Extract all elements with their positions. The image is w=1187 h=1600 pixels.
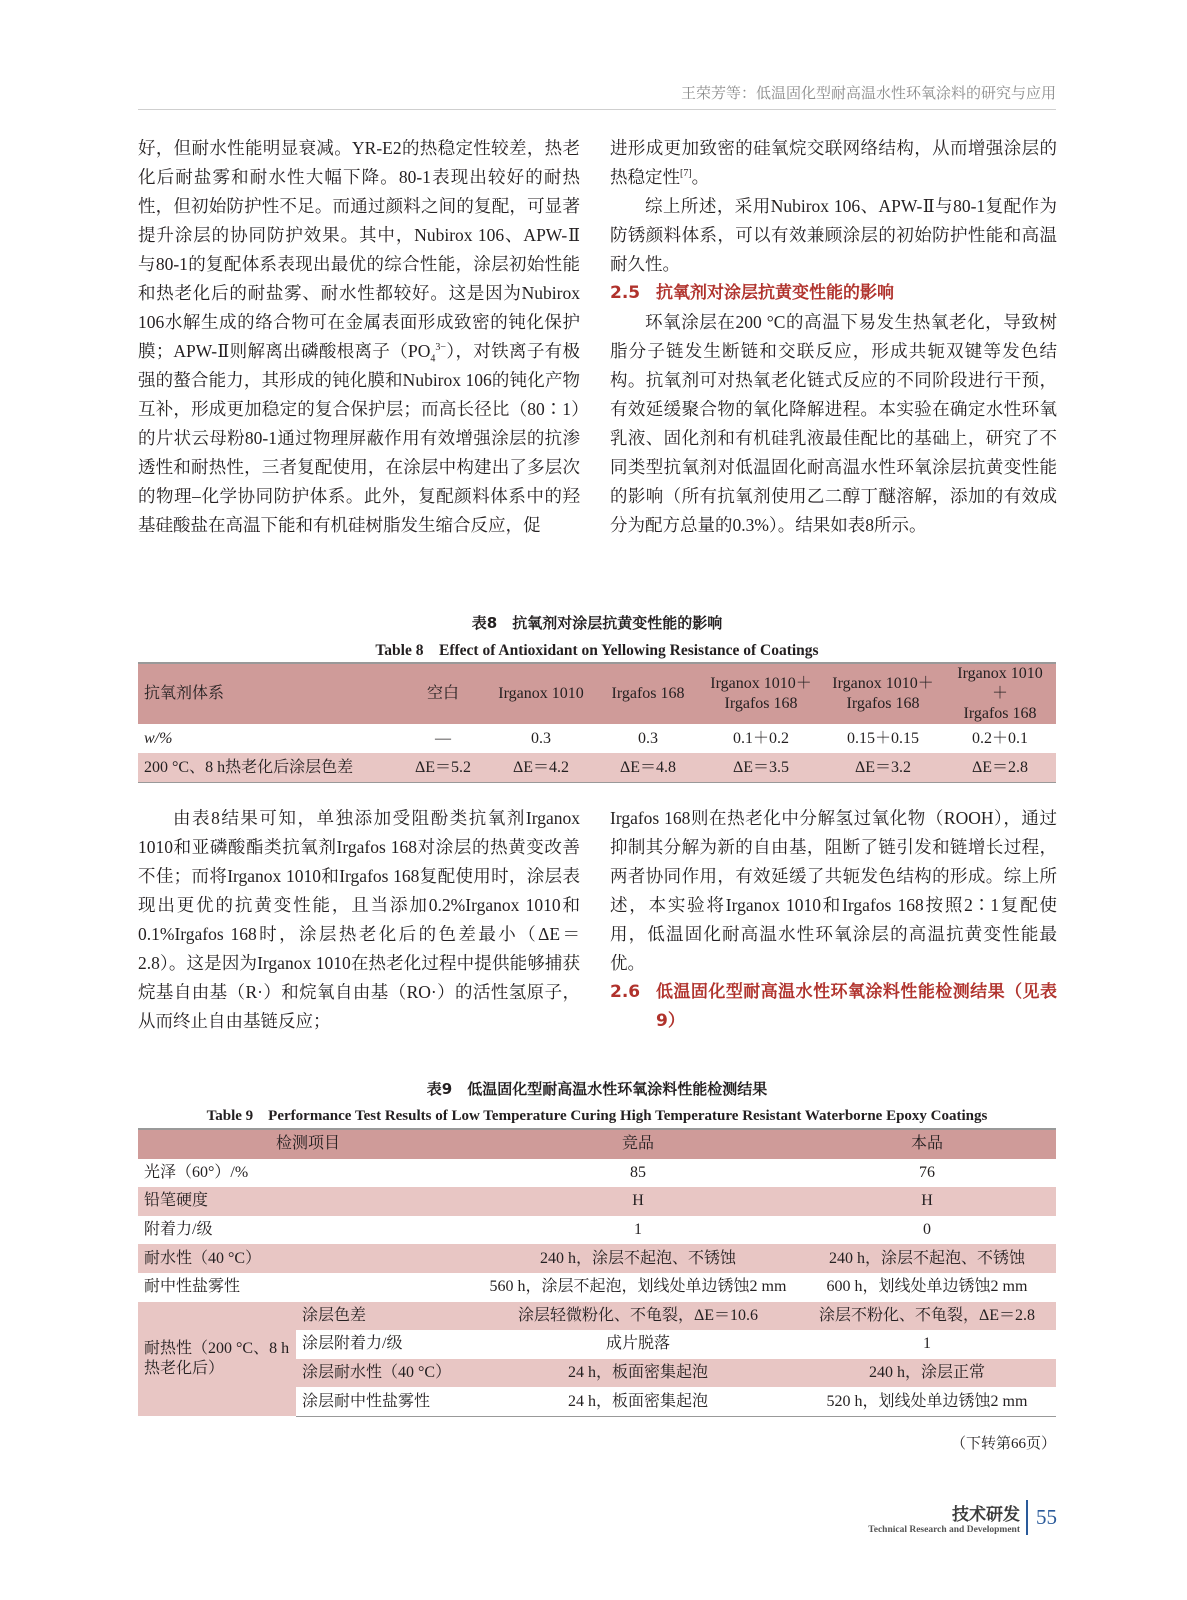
paragraph: 好，但耐水性能明显衰减。YR-E2的热稳定性较差，热老化后耐盐雾和耐水性大幅下降。80-1表现出较好的耐热性，但初始防护性不足。而通过颜料之间的复配，可显著提升涂层的协同防护效果。其中，Nubirox 106、APW-Ⅱ与80-1的复配体系表现出最优的综合性能，涂层初始性能和热老化后的耐盐雾、耐水性都较好。这是因为Nubirox 106水解生成的络合物可在金属表面形成致密的钝化保护膜；APW-Ⅱ则解离出磷酸根离子（PO xyxy=(138,138,580,361)
header-cell: 空白 xyxy=(426,685,459,702)
group-label-cell: 耐热性（200 °C、8 h热老化后） xyxy=(138,1302,296,1417)
running-head: 王荣芳等：低温固化型耐高温水性环氧涂料的研究与应用 xyxy=(138,82,1056,110)
right-column-1 xyxy=(610,134,1057,540)
right-column-2 xyxy=(610,804,1057,1036)
header-cell: Irganox 1010＋ Irgafos 168 xyxy=(957,665,1043,722)
table-cell: ΔE＝4.2 xyxy=(486,753,596,783)
table8 xyxy=(138,662,1056,783)
table-cell: 600 h，划线处单边锈蚀2 mm xyxy=(826,1278,1028,1296)
table-cell: w/% xyxy=(144,729,173,747)
table-cell: 1 xyxy=(634,1221,642,1239)
table-row xyxy=(138,1159,1056,1188)
table-cell: 560 h，涂层不起泡，划线处单边锈蚀2 mm xyxy=(489,1278,787,1296)
table-cell: 耐水性（40 °C） xyxy=(144,1249,262,1267)
table-cell: 铅笔硬度 xyxy=(144,1192,209,1210)
header-cell: 抗氧剂体系 xyxy=(144,685,225,702)
table-cell: 光泽（60°）/% xyxy=(144,1163,249,1181)
table-cell: 涂层色差 xyxy=(302,1306,367,1324)
table-cell: 76 xyxy=(919,1163,935,1181)
section-number: 2.6 xyxy=(610,982,641,1002)
paragraph: Irgafos 168则在热老化中分解氢过氧化物（ROOH），通过抑制其分解为新的自由基，阻断了链引发和链增长过程，两者协同作用，有效延缓了共轭发色结构的形成。综上所述，本实验将Irganox 1010和Irgafos 168按照2∶1复配使用，低温固化耐高温水性环氧涂层的高温抗黄变性能最优。 xyxy=(610,808,1057,973)
header-cell: 检测项目 xyxy=(275,1135,340,1153)
table-cell: 240 h，涂层正常 xyxy=(868,1364,985,1382)
table-cell: 200 °C、8 h热老化后涂层色差 xyxy=(138,753,400,783)
table-row xyxy=(138,724,1056,753)
brand-cn: 技术研发 xyxy=(952,1505,1020,1525)
superscript: 3− xyxy=(435,342,447,354)
table-cell: 涂层轻微粉化、不龟裂，ΔE＝10.6 xyxy=(517,1306,759,1324)
table-cell: 240 h，涂层不起泡、不锈蚀 xyxy=(828,1249,1025,1267)
paragraph-end: 。 xyxy=(691,167,710,187)
table-cell: ΔE＝4.8 xyxy=(596,753,700,783)
section-heading-2-6 xyxy=(610,978,1057,1036)
footer xyxy=(868,1500,1057,1535)
table-cell: 耐中性盐雾性 xyxy=(144,1278,241,1296)
paragraph: ），对铁离子有极强的螯合能力，其形成的钝化膜和Nubirox 106的钝化产物互补，形成更加稳定的复合保护层；而高长径比（80∶1）的片状云母粉80-1通过物理屏蔽作用有效增强涂层的抗渗透性和耐热性，三者复配使用，在涂层中构建出了多层次的物理–化学协同防护体系。此外，复配颜料体系中的羟基硅酸盐在高温下能和有机硅树脂发生缩合反应，促 xyxy=(138,341,580,535)
table-cell: 24 h，板面密集起泡 xyxy=(567,1364,708,1382)
header-cell: Irganox 1010＋ Irgafos 168 xyxy=(710,675,812,712)
table-cell: 1 xyxy=(923,1335,931,1353)
table-cell: 0.1＋0.2 xyxy=(732,729,789,747)
table-cell: 涂层耐中性盐雾性 xyxy=(296,1387,478,1416)
citation: [7] xyxy=(680,168,692,180)
left-column-2 xyxy=(138,804,580,1036)
table-cell: 成片脱落 xyxy=(605,1335,670,1353)
table-row xyxy=(138,1216,1056,1245)
table-row xyxy=(138,1187,1056,1216)
table-cell: 0.15＋0.15 xyxy=(846,729,919,747)
subscript: 4 xyxy=(430,353,436,365)
table-cell: 涂层不粉化、不龟裂，ΔE＝2.8 xyxy=(818,1306,1036,1324)
table-cell: 24 h，板面密集起泡 xyxy=(478,1387,798,1416)
left-column-1 xyxy=(138,134,580,540)
paragraph: 综上所述，采用Nubirox 106、APW-Ⅱ与80-1复配作为防锈颜料体系，可以有效兼顾涂层的初始防护性能和高温耐久性。 xyxy=(610,196,1057,274)
paragraph: 由表8结果可知，单独添加受阻酚类抗氧剂Irganox 1010和亚磷酸酯类抗氧剂Irgafos 168对涂层的热黄变改善不佳；而将Irganox 1010和Irgafos 168复配使用时，涂层表现出更优的抗黄变性能，且当添加0.2%Irganox 1010和0.1%Irgafos 168时，涂层热老化后的色差最小（ΔE＝2.8）。这是因为Irganox 1010在热老化过程中提供能够捕获烷基自由基（R·）和烷氧自由基（RO·）的活性氢原子，从而终止自由基链反应； xyxy=(138,808,580,1031)
table9 xyxy=(138,1128,1056,1417)
table9-title-cn: 表9 低温固化型耐高温水性环氧涂料性能检测结果 xyxy=(426,1080,768,1098)
table-row xyxy=(138,753,1056,783)
table-cell: 0.2＋0.1 xyxy=(971,729,1028,747)
page-number: 55 xyxy=(1036,1505,1057,1529)
header-cell: 竞品 xyxy=(621,1135,654,1153)
table-cell: 0.3 xyxy=(638,729,658,747)
continued-note: （下转第66页） xyxy=(950,1436,1056,1452)
table9-title-en: Table 9 Performance Test Results of Low Temperature Curing High Temperature Resistant Waterborne Epoxy Coatings xyxy=(206,1108,988,1124)
header-cell: 本品 xyxy=(910,1135,943,1153)
section-title: 抗氧剂对涂层抗黄变性能的影响 xyxy=(656,283,894,303)
table8-title-en: Table 8 Effect of Antioxidant on Yellowing Resistance of Coatings xyxy=(375,642,819,659)
table-cell: — xyxy=(435,729,451,747)
section-heading-2-5 xyxy=(610,279,1057,308)
brand-en: Technical Research and Development xyxy=(868,1525,1020,1535)
table8-title-cn: 表8 抗氧剂对涂层抗黄变性能的影响 xyxy=(471,614,723,632)
table-cell: 0.3 xyxy=(531,729,551,747)
table-row xyxy=(138,1273,1056,1302)
table-cell: 0 xyxy=(923,1221,931,1239)
table-cell: ΔE＝2.8 xyxy=(944,753,1056,783)
table-cell: ΔE＝5.2 xyxy=(400,753,486,783)
table-cell: 涂层附着力/级 xyxy=(302,1335,403,1353)
table-cell: 85 xyxy=(630,1163,646,1181)
table-cell: H xyxy=(632,1192,644,1210)
journal-section-brand xyxy=(868,1500,1028,1535)
table-cell: 240 h，涂层不起泡、不锈蚀 xyxy=(539,1249,736,1267)
header-cell: Irgafos 168 xyxy=(611,685,685,702)
table-cell: H xyxy=(921,1192,933,1210)
header-cell: Irganox 1010 xyxy=(498,685,584,702)
header-cell: Irganox 1010＋ Irgafos 168 xyxy=(832,675,934,712)
table-cell: ΔE＝3.2 xyxy=(822,753,944,783)
paragraph: 环氧涂层在200 °C的高温下易发生热氧老化，导致树脂分子链发生断链和交联反应，形成共轭双键等发色结构。抗氧剂可对热氧老化链式反应的不同阶段进行干预，有效延缓聚合物的氧化降解进程。本实验在确定水性环氧乳液、固化剂和有机硅乳液最佳配比的基础上，研究了不同类型抗氧剂对低温固化耐高温水性环氧涂层抗黄变性能的影响（所有抗氧剂使用乙二醇丁醚溶解，添加的有效成分为配方总量的0.3%）。结果如表8所示。 xyxy=(610,312,1057,535)
table-cell: 520 h，划线处单边锈蚀2 mm xyxy=(798,1387,1056,1416)
table-row xyxy=(138,1244,1056,1273)
table-cell: 附着力/级 xyxy=(144,1221,213,1239)
table-cell: ΔE＝3.5 xyxy=(700,753,822,783)
table-header-row xyxy=(138,663,1056,724)
section-title: 低温固化型耐高温水性环氧涂料性能检测结果（见表9） xyxy=(656,982,1057,1031)
table-cell: 涂层耐水性（40 °C） xyxy=(302,1364,452,1382)
table-header-row xyxy=(138,1129,1056,1159)
paragraph: 进形成更加致密的硅氧烷交联网络结构，从而增强涂层的热稳定性 xyxy=(610,138,1057,187)
table-row xyxy=(138,1302,1056,1331)
section-number: 2.5 xyxy=(610,283,641,303)
